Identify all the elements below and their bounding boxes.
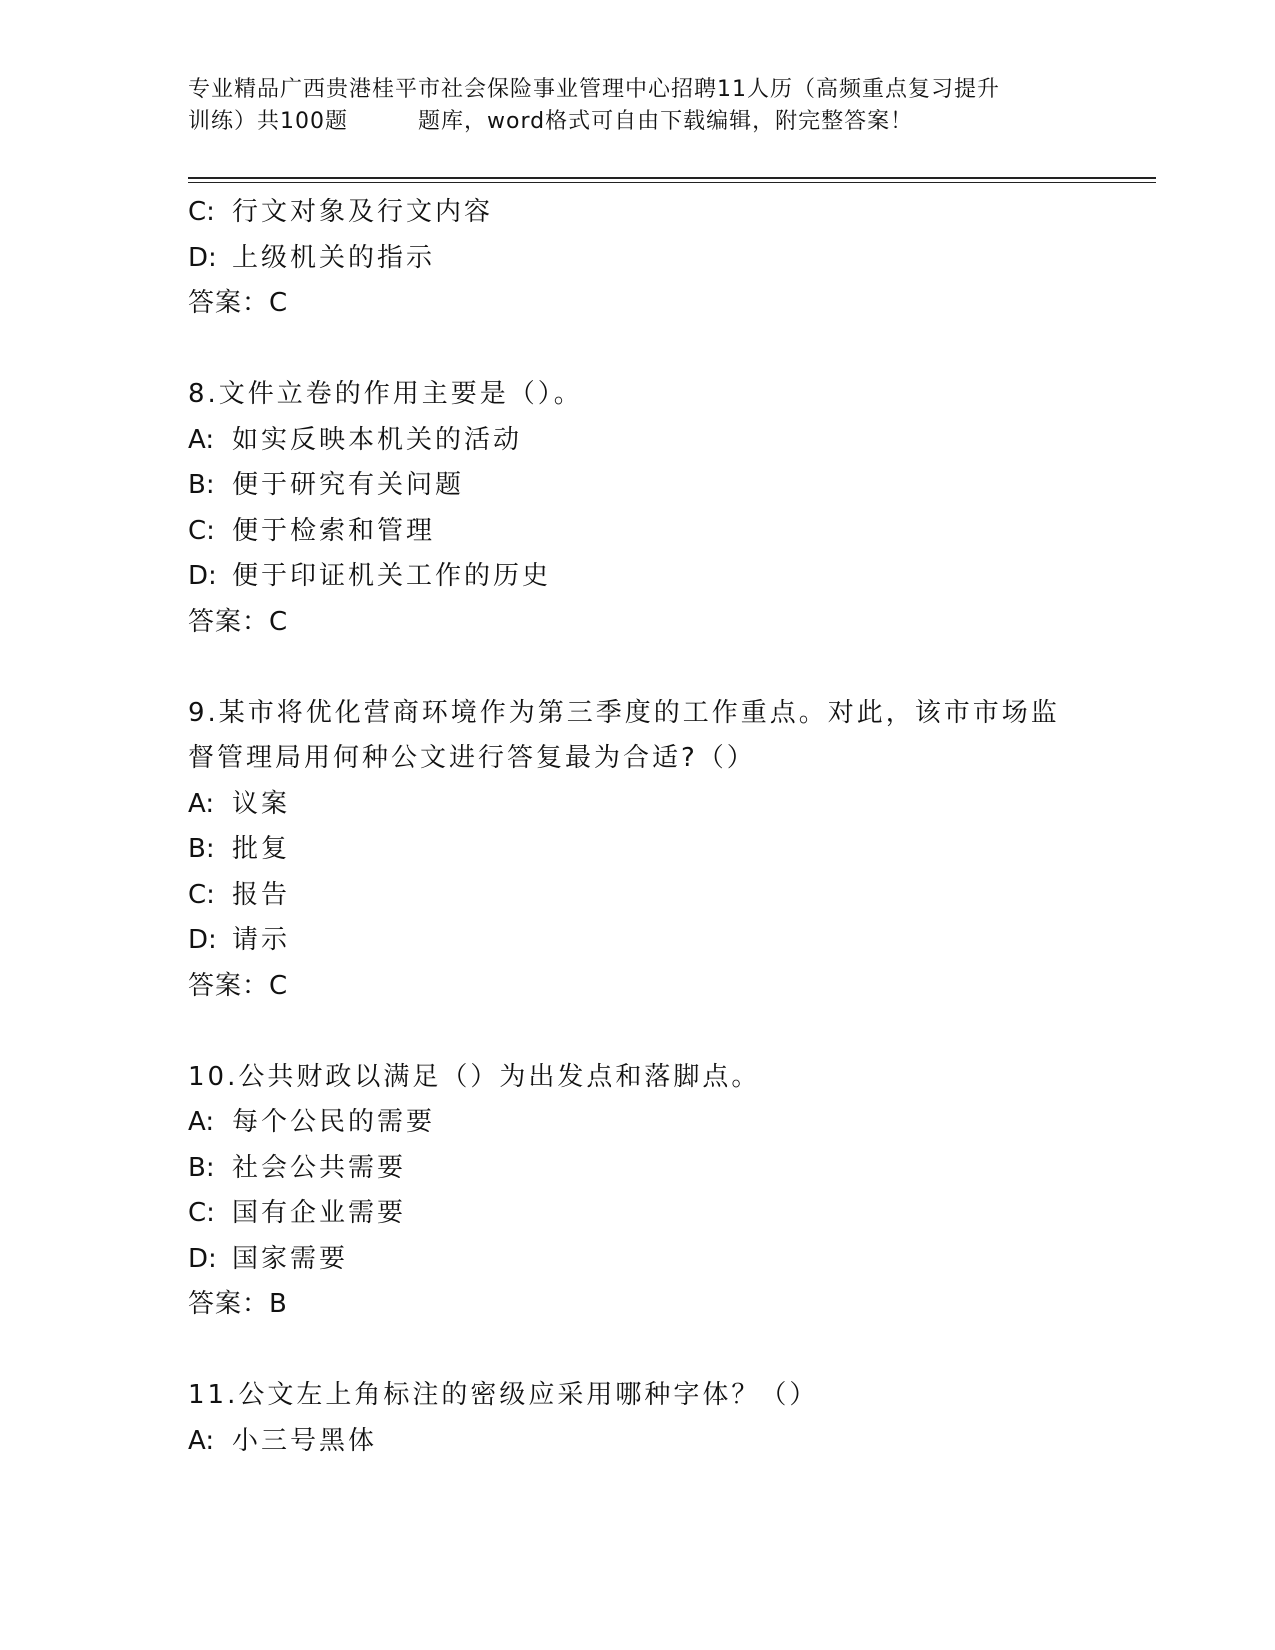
option-text: 便于检索和管理 — [232, 515, 436, 546]
option-d — [188, 1237, 1128, 1283]
option-text: 国有企业需要 — [232, 1198, 407, 1228]
option-text: 国家需要 — [232, 1243, 349, 1274]
option-text: 请示 — [232, 925, 291, 955]
option-key: C: — [188, 515, 215, 546]
option-text: 便于研究有关问题 — [232, 470, 465, 500]
option-text: 便于印证机关工作的历史 — [232, 561, 552, 591]
option-d — [188, 918, 1128, 964]
option-text: 社会公共需要 — [232, 1152, 407, 1183]
answer-line: 答案：C — [188, 606, 289, 637]
spacer — [188, 645, 1128, 691]
option-text: 报告 — [232, 879, 291, 910]
option-c — [188, 509, 1128, 555]
header-divider-thick — [188, 177, 1156, 179]
option-key: C: — [188, 1198, 215, 1228]
spacer — [188, 1009, 1128, 1055]
option-text: 上级机关的指示 — [232, 242, 436, 273]
option-text: 行文对象及行文内容 — [232, 197, 494, 227]
option-text: 批复 — [232, 834, 291, 864]
option-text: 议案 — [232, 788, 291, 819]
option-b — [188, 827, 1128, 873]
option-d — [188, 236, 1128, 282]
option-a — [188, 1419, 1128, 1465]
option-c — [188, 1191, 1128, 1237]
option-c — [188, 190, 1128, 236]
option-c — [188, 873, 1128, 919]
option-b — [188, 1146, 1128, 1192]
header-line-1: 专业精品广西贵港桂平市社会保险事业管理中心招聘11人历（高频重点复习提升 — [188, 77, 1000, 102]
question-9-stem-line-2: 督管理局用何种公文进行答复最为合适?（） — [188, 743, 756, 773]
option-key: C: — [188, 879, 215, 910]
option-key: A: — [188, 1425, 215, 1456]
option-a — [188, 418, 1128, 464]
spacer — [188, 327, 1128, 373]
option-key: B: — [188, 834, 215, 864]
question-9-stem-line-1: 9.某市将优化营商环境作为第三季度的工作重点。对此，该市市场监 — [188, 697, 1060, 728]
option-key: D: — [188, 561, 217, 591]
question-10-stem: 10.公共财政以满足（）为出发点和落脚点。 — [188, 1061, 761, 1092]
option-key: A: — [188, 424, 215, 455]
option-text: 小三号黑体 — [232, 1425, 378, 1456]
question-11-stem: 11.公文左上角标注的密级应采用哪种字体？（） — [188, 1380, 819, 1410]
option-key: D: — [188, 1243, 217, 1274]
option-text: 每个公民的需要 — [232, 1107, 436, 1137]
header-line-2 — [188, 106, 1088, 138]
question-8-stem: 8.文件立卷的作用主要是（）。 — [188, 379, 583, 409]
option-key: A: — [188, 1107, 215, 1137]
option-text: 如实反映本机关的活动 — [232, 424, 523, 455]
answer-line: 答案：C — [188, 970, 289, 1001]
option-key: B: — [188, 470, 215, 500]
question-list — [188, 190, 1128, 1464]
answer-line: 答案：B — [188, 1289, 288, 1319]
answer-line: 答案：C — [188, 288, 289, 318]
option-a — [188, 1100, 1128, 1146]
option-key: A: — [188, 788, 215, 819]
option-key: D: — [188, 242, 217, 273]
option-key: C: — [188, 197, 215, 227]
header-line-2-part-a: 训练）共100题 — [188, 109, 348, 134]
option-d — [188, 554, 1128, 600]
spacer — [188, 1328, 1128, 1374]
option-a — [188, 782, 1128, 828]
document-header — [188, 74, 1088, 138]
option-key: D: — [188, 925, 217, 955]
option-b — [188, 463, 1128, 509]
header-divider-thin — [188, 182, 1156, 183]
option-key: B: — [188, 1152, 215, 1183]
header-line-2-part-b: 题库，word格式可自由下载编辑，附完整答案！ — [418, 109, 914, 134]
